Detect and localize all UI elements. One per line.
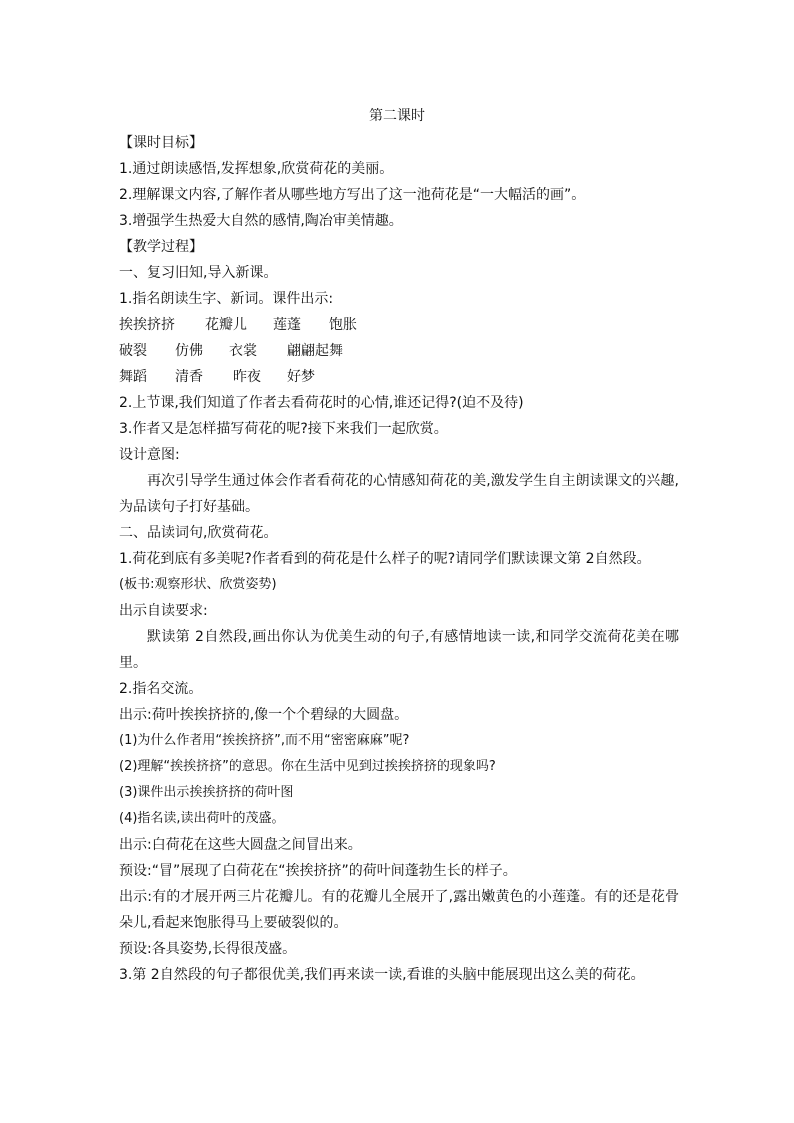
objective-1: 1.通过朗读感悟,发挥想象,欣赏荷花的美丽。 bbox=[119, 161, 394, 177]
vocab-word: 好梦 bbox=[287, 369, 315, 385]
section-heading-process: 【教学过程】 bbox=[119, 239, 203, 255]
vocab-word: 饱胀 bbox=[329, 317, 357, 333]
step-heading-appreciate: 二、品读词句,欣赏荷花。 bbox=[119, 525, 278, 541]
section-heading-objectives: 【课时目标】 bbox=[119, 135, 203, 151]
board-note: (板书:观察形状、欣赏姿势) bbox=[119, 577, 277, 592]
preset-1: 预设:“冒”展现了白荷花在“挨挨挤挤”的荷叶间蓬勃生长的样子。 bbox=[119, 863, 517, 879]
vocab-row bbox=[119, 312, 679, 338]
preset-2: 预设:各具姿势,长得很茂盛。 bbox=[119, 941, 297, 957]
vocab-word: 舞蹈 bbox=[119, 369, 147, 385]
vocab-word: 挨挨挤挤 bbox=[119, 317, 175, 333]
vocab-word: 昨夜 bbox=[233, 369, 261, 385]
show-sentence-1: 出示:荷叶挨挨挤挤的,像一个个碧绿的大圆盘。 bbox=[119, 707, 409, 723]
question-1: (1)为什么作者用“挨挨挤挤”,而不用“密密麻麻”呢? bbox=[119, 733, 410, 748]
page-title: 第二课时 bbox=[369, 108, 425, 124]
review-item-3: 3.作者又是怎样描写荷花的呢?接下来我们一起欣赏。 bbox=[119, 421, 448, 437]
design-intent-paragraph: 再次引导学生通过体会作者看荷花的心情感知荷花的美,激发学生自主朗读课文的兴趣,为品读句子打好基础。 bbox=[119, 473, 679, 515]
appreciate-item-1: 1.荷花到底有多美呢?作者看到的荷花是什么样子的呢?请同学们默读课文第 2自然段。 bbox=[119, 551, 651, 567]
vocab-word: 破裂 bbox=[119, 343, 147, 359]
vocab-word: 仿佛 bbox=[175, 343, 203, 359]
review-item-2: 2.上节课,我们知道了作者去看荷花时的心情,谁还记得?(迫不及待) bbox=[119, 395, 524, 411]
review-item-1: 1.指名朗读生字、新词。课件出示: bbox=[119, 291, 334, 307]
vocab-row bbox=[119, 338, 679, 364]
appreciate-item-2: 2.指名交流。 bbox=[119, 681, 203, 697]
show-sentence-3: 出示:有的才展开两三片花瓣儿。有的花瓣儿全展开了,露出嫩黄色的小莲蓬。有的还是花骨朵儿,看起来饱胀得马上要破裂似的。 bbox=[119, 889, 679, 931]
question-3: (3)课件出示挨挨挤挤的荷叶图 bbox=[119, 785, 294, 800]
lesson-content bbox=[119, 130, 679, 988]
vocab-word: 莲蓬 bbox=[273, 317, 301, 333]
reading-requirement-label: 出示自读要求: bbox=[119, 603, 208, 619]
question-4: (4)指名读,读出荷叶的茂盛。 bbox=[119, 811, 285, 826]
vocab-word: 清香 bbox=[175, 369, 203, 385]
design-intent-label: 设计意图: bbox=[119, 447, 180, 463]
appreciate-item-3: 3.第 2自然段的句子都很优美,我们再来读一读,看谁的头脑中能展现出这么美的荷花。 bbox=[119, 967, 645, 983]
objective-2: 2.理解课文内容,了解作者从哪些地方写出了这一池荷花是“一大幅活的画”。 bbox=[119, 187, 586, 203]
objective-3: 3.增强学生热爱大自然的感情,陶冶审美情趣。 bbox=[119, 213, 403, 229]
vocab-word: 翩翩起舞 bbox=[287, 343, 343, 359]
vocab-row bbox=[119, 364, 679, 390]
show-sentence-2: 出示:白荷花在这些大圆盘之间冒出来。 bbox=[119, 837, 362, 853]
question-2: (2)理解“挨挨挤挤”的意思。你在生活中见到过挨挨挤挤的现象吗? bbox=[119, 759, 496, 774]
step-heading-review: 一、复习旧知,导入新课。 bbox=[119, 265, 278, 281]
vocab-word: 衣裳 bbox=[229, 343, 257, 359]
reading-requirement-paragraph: 默读第 2自然段,画出你认为优美生动的句子,有感情地读一读,和同学交流荷花美在哪里。 bbox=[119, 629, 679, 671]
vocab-word: 花瓣儿 bbox=[205, 317, 247, 333]
